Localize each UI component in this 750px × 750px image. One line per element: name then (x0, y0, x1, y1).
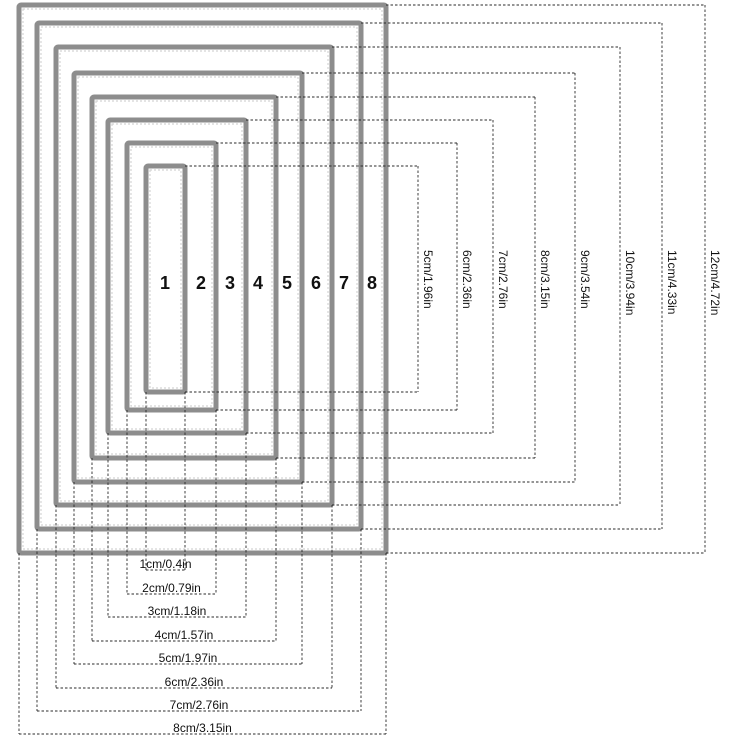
width-label-1: 1cm/0.4in (139, 557, 192, 571)
width-labels (139, 557, 231, 735)
height-label-6: 10cm/3.94in (623, 250, 637, 316)
width-label-6: 6cm/2.36in (164, 675, 224, 689)
die-number-4: 4 (252, 273, 264, 293)
height-label-5: 9cm/3.54in (578, 250, 592, 309)
die-number-6: 6 (310, 273, 322, 293)
height-labels (421, 250, 722, 315)
die-number-8: 8 (366, 273, 378, 293)
width-label-3: 3cm/1.18in (147, 604, 207, 618)
die-number-1: 1 (159, 273, 171, 293)
height-label-4: 8cm/3.15in (538, 250, 552, 309)
die-number-5: 5 (281, 273, 293, 293)
die-number-3: 3 (224, 273, 236, 293)
width-label-4: 4cm/1.57in (154, 628, 214, 642)
die-number-7: 7 (338, 273, 350, 293)
die-number-2: 2 (195, 273, 207, 293)
height-label-7: 11cm/4.33in (665, 250, 679, 315)
stitch-line (78, 77, 298, 478)
width-label-8: 8cm/3.15in (173, 721, 232, 735)
width-label-5: 5cm/1.97in (158, 651, 218, 665)
die-numbers (160, 273, 377, 293)
width-label-7: 7cm/2.76in (169, 698, 229, 712)
height-guide-7 (361, 23, 662, 529)
height-label-1: 5cm/1.96in (421, 250, 435, 309)
width-label-2: 2cm/0.79in (142, 581, 201, 595)
height-label-2: 6cm/2.36in (460, 250, 474, 309)
height-label-8: 12cm/4.72in (708, 250, 722, 316)
height-label-3: 7cm/2.76in (496, 250, 510, 309)
